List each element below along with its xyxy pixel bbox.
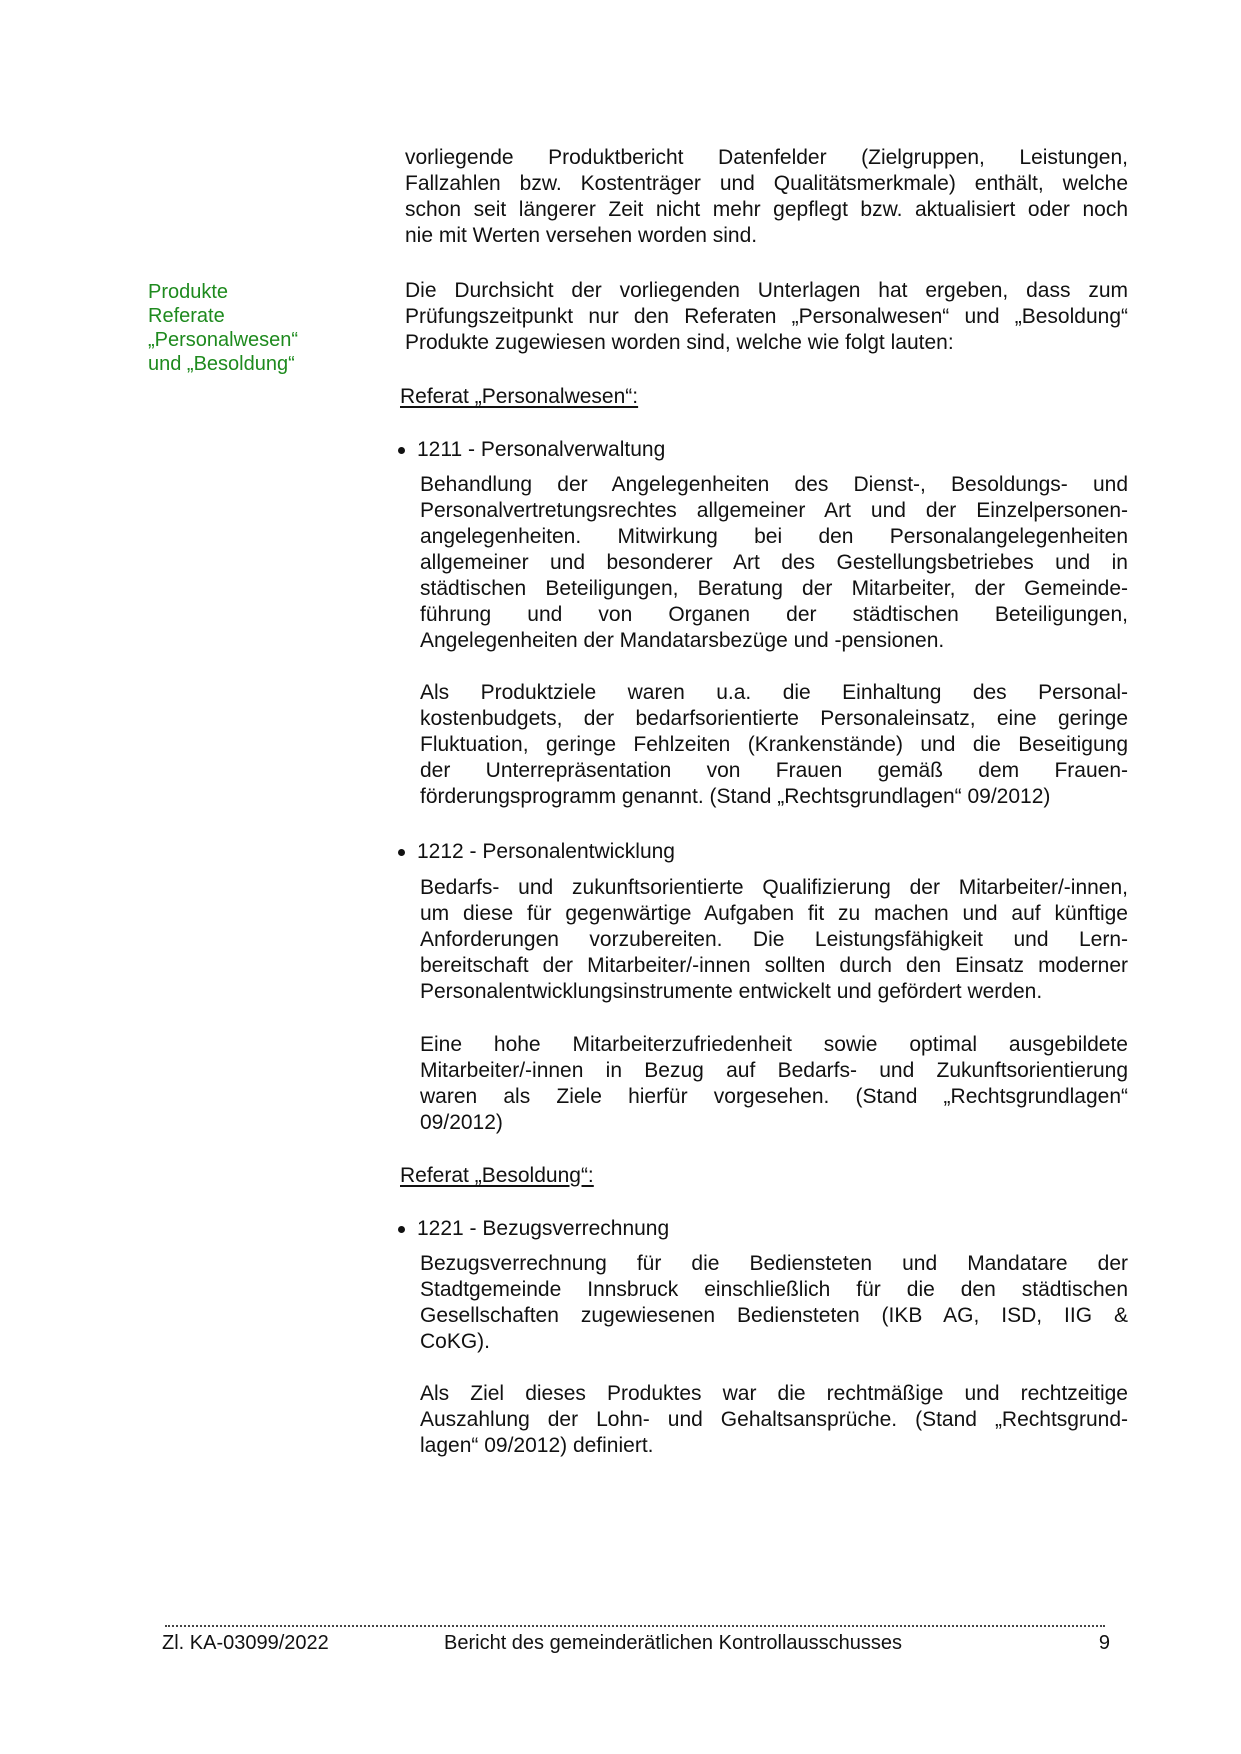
text-line: allgemeiner und besonderer Art des Gestellungsbetriebes und in bbox=[420, 551, 1128, 574]
text-line: bereitschaft der Mitarbeiter/-innen sollten durch den Einsatz moderner bbox=[420, 954, 1128, 977]
text-line: Anforderungen vorzubereiten. Die Leistungsfähigkeit und Lern- bbox=[420, 928, 1128, 951]
text-line: Produkte zugewiesen worden sind, welche wie folgt lauten: bbox=[405, 331, 954, 354]
margin-note-line: „Personalwesen“ bbox=[148, 329, 299, 351]
product-title: 1211 - Personalverwaltung bbox=[417, 438, 666, 461]
text-line: 09/2012) bbox=[420, 1111, 503, 1134]
text-line: Fallzahlen bzw. Kostenträger und Qualitätsmerkmale) enthält, welche bbox=[405, 172, 1128, 195]
text-line: Als Produktziele waren u.a. die Einhaltung des Personal- bbox=[420, 681, 1128, 704]
footer-divider bbox=[165, 1625, 1105, 1627]
text-line: kostenbudgets, der bedarfsorientierte Personaleinsatz, eine geringe bbox=[420, 707, 1128, 730]
section-heading-personalwesen: Referat „Personalwesen“: bbox=[400, 385, 639, 408]
document-reference: Zl. KA-03099/2022 bbox=[162, 1632, 329, 1654]
margin-note-line: und „Besoldung“ bbox=[148, 353, 295, 375]
text-line: Personalentwicklungsinstrumente entwickelt und gefördert werden. bbox=[420, 980, 1043, 1003]
text-line: Behandlung der Angelegenheiten des Dienst-, Besoldungs- und bbox=[420, 473, 1128, 496]
page-footer bbox=[162, 1632, 1110, 1655]
text-line: waren als Ziele hierfür vorgesehen. (Stand „Rechtsgrundlagen“ bbox=[420, 1085, 1128, 1108]
text-line: vorliegende Produktbericht Datenfelder (Zielgruppen, Leistungen, bbox=[405, 146, 1128, 169]
text-line: lagen“ 09/2012) definiert. bbox=[420, 1434, 654, 1457]
product-1211-goals bbox=[420, 680, 1128, 810]
text-line: Stadtgemeinde Innsbruck einschließlich für die den städtischen bbox=[420, 1278, 1128, 1301]
margin-note-line: Produkte bbox=[148, 281, 229, 303]
margin-note bbox=[148, 280, 298, 376]
page-number: 9 bbox=[1098, 1632, 1110, 1654]
text-line: Auszahlung der Lohn- und Gehaltsansprüche. (Stand „Rechtsgrund- bbox=[420, 1408, 1128, 1431]
bullet-icon bbox=[398, 1226, 405, 1233]
text-line: Fluktuation, geringe Fehlzeiten (Krankenstände) und die Beseitigung bbox=[420, 733, 1128, 756]
text-line: Als Ziel dieses Produktes war die rechtmäßige und rechtzeitige bbox=[420, 1382, 1128, 1405]
text-line: Prüfungszeitpunkt nur den Referaten „Personalwesen“ und „Besoldung“ bbox=[405, 305, 1128, 328]
product-1211-title bbox=[398, 438, 665, 462]
product-1212-goals bbox=[420, 1032, 1128, 1136]
text-line: CoKG). bbox=[420, 1330, 491, 1353]
text-line: der Unterrepräsentation von Frauen gemäß dem Frauen- bbox=[420, 759, 1128, 782]
text-line: Angelegenheiten der Mandatarsbezüge und -pensionen. bbox=[420, 629, 945, 652]
product-1212-description bbox=[420, 875, 1128, 1005]
text-line: Gesellschaften zugewiesenen Bediensteten (IKB AG, ISD, IIG & bbox=[420, 1304, 1128, 1327]
text-line: um diese für gegenwärtige Aufgaben fit zu machen und auf künftige bbox=[420, 902, 1128, 925]
text-line: nie mit Werten versehen worden sind. bbox=[405, 224, 758, 247]
product-1221-goals bbox=[420, 1381, 1128, 1459]
text-line: förderungsprogramm genannt. (Stand „Rechtsgrundlagen“ 09/2012) bbox=[420, 785, 1051, 808]
product-title: 1221 - Bezugsverrechnung bbox=[417, 1217, 670, 1240]
text-line: Personalvertretungsrechtes allgemeiner Art und der Einzelpersonen- bbox=[420, 499, 1128, 522]
margin-note-line: Referate bbox=[148, 305, 225, 327]
report-title: Bericht des gemeinderätlichen Kontrollausschusses bbox=[444, 1632, 903, 1654]
bullet-icon bbox=[398, 849, 405, 856]
text-line: führung und von Organen der städtischen Beteiligungen, bbox=[420, 603, 1128, 626]
text-line: Bezugsverrechnung für die Bediensteten und Mandatare der bbox=[420, 1252, 1128, 1275]
text-line: angelegenheiten. Mitwirkung bei den Personalangelegenheiten bbox=[420, 525, 1128, 548]
text-line: Bedarfs- und zukunftsorientierte Qualifizierung der Mitarbeiter/-innen, bbox=[420, 876, 1128, 899]
intro-paragraph bbox=[405, 145, 1128, 249]
text-line: Eine hohe Mitarbeiterzufriedenheit sowie optimal ausgebildete bbox=[420, 1033, 1128, 1056]
product-1212-title bbox=[398, 840, 675, 864]
text-line: Die Durchsicht der vorliegenden Unterlagen hat ergeben, dass zum bbox=[405, 279, 1128, 302]
finding-paragraph bbox=[405, 278, 1128, 356]
product-1221-description bbox=[420, 1251, 1128, 1355]
product-1211-description bbox=[420, 472, 1128, 654]
section-heading-besoldung: Referat „Besoldung“: bbox=[400, 1164, 594, 1187]
text-line: schon seit längerer Zeit nicht mehr gepflegt bzw. aktualisiert oder noch bbox=[405, 198, 1128, 221]
product-1221-title bbox=[398, 1217, 669, 1241]
text-line: Mitarbeiter/-innen in Bezug auf Bedarfs- und Zukunftsorientierung bbox=[420, 1059, 1128, 1082]
text-line: städtischen Beteiligungen, Beratung der Mitarbeiter, der Gemeinde- bbox=[420, 577, 1128, 600]
product-title: 1212 - Personalentwicklung bbox=[417, 840, 675, 863]
bullet-icon bbox=[398, 447, 405, 454]
